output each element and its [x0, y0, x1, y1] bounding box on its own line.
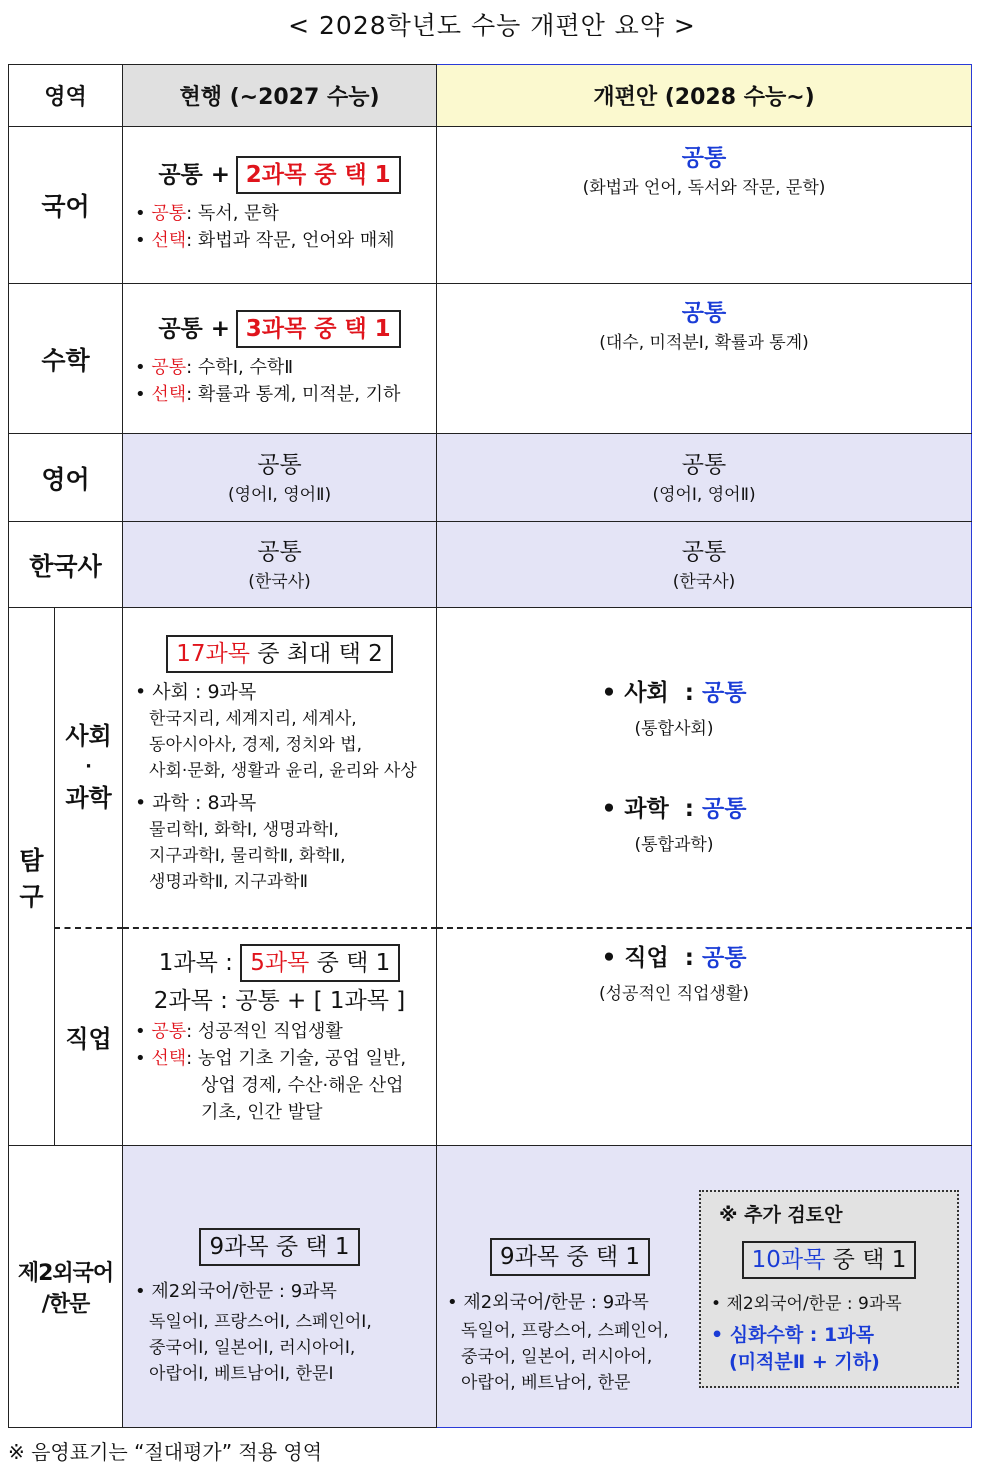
area-foreign-1: 제2외국어: [17, 1260, 114, 1286]
history-new-sub: (한국사): [672, 571, 736, 592]
foreign-new-box: 9과목 중 택 1: [490, 1238, 650, 1276]
header-new: 개편안 (2028 수능~): [437, 65, 972, 127]
list-line: 동아시아사, 경제, 정치와 법,: [149, 735, 363, 756]
inquiry-cur-box: [166, 635, 392, 673]
history-cur-sub: (한국사): [248, 571, 311, 592]
list-line: 아랍어, 베트남어, 한문: [461, 1372, 631, 1393]
korean-new: [437, 127, 972, 284]
list-line: 생명과학Ⅱ, 지구과학Ⅱ: [149, 872, 308, 893]
job-line2: 2과목 : 공통 + [ 1과목 ]: [153, 987, 406, 1014]
area-foreign-2: /한문: [41, 1291, 90, 1317]
english-new: [437, 434, 972, 522]
area-math: 수학: [9, 284, 123, 434]
area-korean: 국어: [9, 127, 123, 284]
area-foreign: [9, 1146, 123, 1428]
new-social-label: • 사회: [601, 680, 669, 707]
history-current: [123, 522, 437, 608]
job-line1: [135, 944, 424, 982]
common-label: 공통: [151, 356, 187, 378]
korean-new-sub: (화법과 언어, 독서와 작문, 문학): [582, 178, 826, 198]
inquiry-science-head: • 과학 : 8과목: [135, 792, 257, 815]
area-english: 영어: [9, 434, 123, 522]
row-korean: [9, 127, 972, 284]
new-science-value: 공통: [701, 796, 747, 823]
math-current: [123, 284, 437, 434]
new-job-value: 공통: [701, 944, 747, 971]
math-new-title: 공통: [681, 300, 727, 326]
english-cur-title: 공통: [257, 451, 302, 478]
new-job-label: • 직업: [601, 944, 669, 971]
common-text: : 수학Ⅰ, 수학Ⅱ: [186, 356, 294, 378]
elective-text: : 농업 기초 기술, 공업 일반,: [186, 1047, 407, 1069]
new-job-sub: (성공적인 직업생활): [598, 983, 750, 1004]
common-label: 공통: [151, 203, 187, 224]
foreign-new-list: [447, 1318, 693, 1396]
job-line1-box: [240, 944, 400, 982]
foreign-alt-choice: [742, 1241, 917, 1279]
english-new-title: 공통: [681, 451, 727, 478]
new-science-label: • 과학: [601, 796, 669, 823]
foreign-alt-extra: • 심화수학 : 1과목: [711, 1323, 874, 1346]
math-common-line: • 공통: 수학Ⅰ, 수학Ⅱ: [135, 356, 294, 378]
sub-science-label: 과학: [65, 784, 112, 813]
box-num: 10과목: [751, 1246, 826, 1273]
job-elective-cont: [135, 1072, 424, 1126]
foreign-alt-head: • 제2외국어/한문 : 9과목: [711, 1293, 902, 1314]
common-text: : 성공적인 직업생활: [186, 1020, 343, 1042]
foreign-new: [437, 1146, 972, 1428]
box-rest: 중 택 1: [832, 1246, 907, 1273]
history-cur-title: 공통: [257, 538, 302, 565]
history-new: [437, 522, 972, 608]
foreign-cur-box: 9과목 중 택 1: [199, 1228, 359, 1266]
common-text: : 독서, 문학: [186, 203, 279, 224]
korean-elective-line: • 선택: 화법과 작문, 언어와 매체: [135, 230, 395, 251]
foreign-cur-list: [135, 1309, 424, 1387]
math-cur-box: 3과목 중 택 1: [236, 310, 401, 348]
area-inquiry-top: 탐: [19, 845, 44, 875]
job-line1-prefix: 1과목 :: [158, 949, 233, 976]
box-num: 17과목: [176, 641, 250, 668]
box-rest: 중 최대 택 2: [257, 641, 383, 668]
inquiry-social-head: • 사회 : 9과목: [135, 681, 257, 704]
area-history: 한국사: [9, 522, 123, 608]
list-line: 한국지리, 세계지리, 세계사,: [149, 709, 357, 730]
elective-text: : 확률과 통계, 미적분, 기하: [186, 383, 401, 405]
list-line: 상업 경제, 수산·해운 산업: [201, 1074, 404, 1096]
job-elective-line: • 선택: 농업 기초 기술, 공업 일반,: [135, 1047, 407, 1069]
row-english: [9, 434, 972, 522]
box-rest: 중 택 1: [316, 949, 391, 976]
row-inquiry-job: [9, 928, 972, 1146]
sub-social-science: [55, 608, 123, 928]
job-new: [437, 928, 972, 1146]
box-num: 5과목: [250, 949, 310, 976]
foreign-cur-head: • 제2외국어/한문 : 9과목: [135, 1281, 337, 1302]
list-line: 물리학Ⅰ, 화학Ⅰ, 생명과학Ⅰ,: [149, 820, 339, 841]
inquiry-current: [123, 608, 437, 928]
elective-label: 선택: [151, 1047, 187, 1069]
sub-social-label: 사회: [65, 722, 112, 751]
korean-current: [123, 127, 437, 284]
header-row: [9, 65, 972, 127]
row-inquiry-social-science: [9, 608, 972, 928]
new-science-line: • 과학 : 공통: [601, 796, 747, 823]
list-line: 독일어Ⅰ, 프랑스어Ⅰ, 스페인어Ⅰ,: [149, 1312, 372, 1332]
math-cur-prefix: 공통 +: [158, 315, 231, 342]
new-social-value: 공통: [701, 680, 747, 707]
common-label: 공통: [151, 1020, 187, 1042]
history-new-title: 공통: [681, 538, 727, 565]
summary-table: [8, 64, 972, 1428]
english-cur-sub: (영어Ⅰ, 영어Ⅱ): [227, 484, 332, 505]
list-line: 중국어, 일본어, 러시아어,: [461, 1346, 653, 1367]
new-social-line: • 사회 : 공통: [601, 680, 747, 707]
english-new-sub: (영어Ⅰ, 영어Ⅱ): [652, 484, 756, 505]
korean-common-line: • 공통: 독서, 문학: [135, 203, 279, 224]
foreign-new-main: [437, 1178, 699, 1396]
row-math: [9, 284, 972, 434]
korean-new-title: 공통: [681, 145, 727, 171]
list-line: 중국어Ⅰ, 일본어Ⅰ, 러시아어Ⅰ,: [149, 1338, 356, 1358]
header-area: 영역: [9, 65, 123, 127]
page-title: < 2028학년도 수능 개편안 요약 >: [288, 11, 696, 40]
foreign-alt-wrap: [699, 1178, 971, 1396]
list-line: 독일어, 프랑스어, 스페인어,: [461, 1320, 669, 1341]
list-line: 아랍어Ⅰ, 베트남어Ⅰ, 한문Ⅰ: [149, 1364, 334, 1384]
area-inquiry: [9, 608, 55, 1146]
list-line: 지구과학Ⅰ, 물리학Ⅱ, 화학Ⅱ,: [149, 846, 346, 867]
header-current: 현행 (~2027 수능): [123, 65, 437, 127]
new-social-sub: (통합사회): [634, 719, 714, 740]
korean-cur-box: 2과목 중 택 1: [236, 156, 401, 194]
list-line: 사회·문화, 생활과 윤리, 윤리와 사상: [149, 761, 417, 782]
math-elective-line: • 선택: 확률과 통계, 미적분, 기하: [135, 383, 401, 405]
job-current: [123, 928, 437, 1146]
elective-label: 선택: [151, 230, 187, 251]
english-current: [123, 434, 437, 522]
footnote: ※ 음영표기는 “절대평가” 적용 영역: [8, 1440, 323, 1464]
elective-label: 선택: [151, 383, 187, 405]
foreign-new-head: • 제2외국어/한문 : 9과목: [447, 1291, 649, 1313]
new-science-sub: (통합과학): [634, 835, 714, 856]
elective-text: : 화법과 작문, 언어와 매체: [186, 230, 395, 251]
row-history: [9, 522, 972, 608]
sub-dot: ·: [85, 756, 92, 778]
foreign-current: [123, 1146, 437, 1428]
list-line: 기초, 인간 발달: [201, 1101, 323, 1123]
math-new: [437, 284, 972, 434]
inquiry-new: [437, 608, 972, 928]
sub-job: 직업: [55, 928, 123, 1146]
math-new-sub: (대수, 미적분Ⅰ, 확률과 통계): [599, 333, 809, 353]
korean-cur-prefix: 공통 +: [158, 162, 231, 188]
foreign-alt-extra-sub: (미적분Ⅱ + 기하): [729, 1350, 880, 1373]
foreign-alt-box: [699, 1190, 959, 1388]
job-common-line: • 공통: 성공적인 직업생활: [135, 1020, 343, 1042]
foreign-alt-title: ※ 추가 검토안: [719, 1203, 843, 1226]
area-inquiry-bottom: 구: [19, 881, 44, 911]
row-foreign: [9, 1146, 972, 1428]
new-job-line: • 직업 : 공통: [601, 944, 747, 971]
